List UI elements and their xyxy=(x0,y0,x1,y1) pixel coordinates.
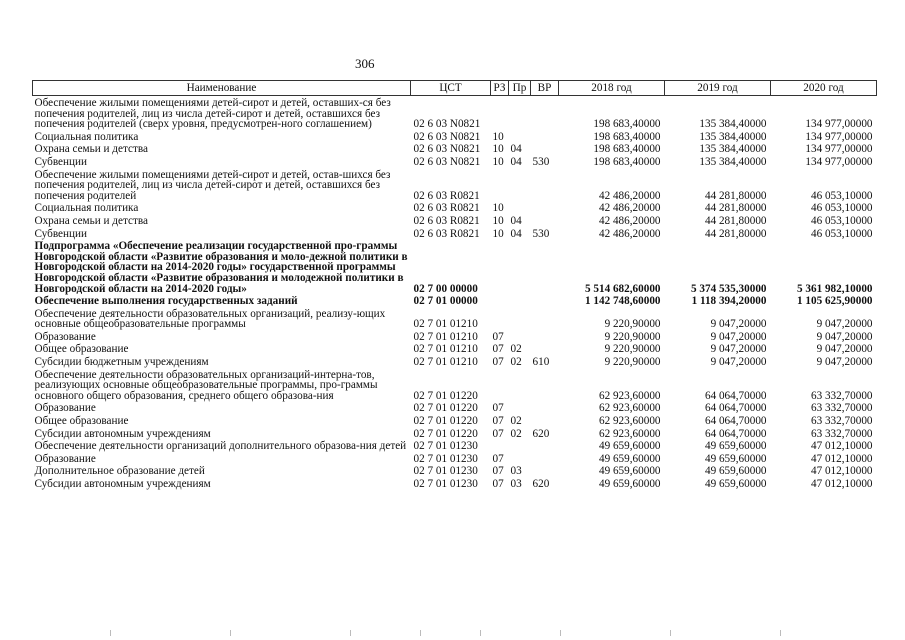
cell-2018: 9 220,90000 xyxy=(604,356,661,369)
cell-2019: 44 281,80000 xyxy=(704,202,767,215)
cell-name: Субсидии автономным учреждениям xyxy=(34,478,211,490)
cell-vr xyxy=(531,294,559,307)
cell-2019: 49 659,60000 xyxy=(704,478,767,490)
cell-2018: 49 659,60000 xyxy=(598,452,661,465)
cell-2019: 9 047,20000 xyxy=(710,330,767,343)
cell-2019: 49 659,60000 xyxy=(704,452,767,465)
cell-2019: 44 281,80000 xyxy=(704,227,767,240)
cell-2018: 9 220,90000 xyxy=(604,330,661,343)
cell-2020: 134 977,00000 xyxy=(805,155,873,168)
header-2019: 2019 год xyxy=(665,81,771,96)
cell-2019: 135 384,40000 xyxy=(699,155,767,168)
header-cst: ЦСТ xyxy=(411,81,491,96)
table-row xyxy=(33,464,877,477)
cell-name: Социальная политика xyxy=(34,130,139,143)
cell-2019: 44 281,80000 xyxy=(704,189,767,202)
cell-2020: 5 361 982,10000 xyxy=(796,282,873,295)
cell-2018: 49 659,60000 xyxy=(598,465,661,478)
cell-2018: 62 923,60000 xyxy=(598,402,661,415)
cell-2019: 49 659,60000 xyxy=(704,440,767,453)
cell-vr xyxy=(531,201,559,214)
table-row xyxy=(33,368,877,402)
table-body xyxy=(33,96,877,490)
cell-rz: 07 xyxy=(492,465,504,478)
cell-vr: 530 xyxy=(532,227,550,240)
header-vr: ВР xyxy=(531,81,559,96)
cell-vr: 620 xyxy=(532,478,550,490)
cell-vr: 620 xyxy=(532,427,550,440)
cell-name: Подпрограмма «Обеспечение реализации государственной про-граммы Новгородской области «Развитие образования и моло-дежной политики в Новгородской области на 2014-2020 годы» государственной программы Новгородской области «Развитие образования и молодежной политики в Новгородской области на 2014-2020 годы» xyxy=(34,240,408,295)
cell-name: Дополнительное образование детей xyxy=(34,465,205,478)
table-row xyxy=(33,477,877,490)
cell-2018: 9 220,90000 xyxy=(604,318,661,331)
cell-pr: 03 xyxy=(510,478,522,490)
cell-cst: 02 6 03 N0821 xyxy=(413,130,481,143)
cell-name: Общее образование xyxy=(34,343,129,356)
cell-2020: 1 105 625,90000 xyxy=(796,295,873,308)
cell-2019: 64 064,70000 xyxy=(704,427,767,440)
cell-cst: 02 7 01 01210 xyxy=(413,356,478,369)
cell-vr xyxy=(531,414,559,427)
cell-2020: 9 047,20000 xyxy=(816,343,873,356)
cell-2020: 46 053,10000 xyxy=(810,214,873,227)
cell-cst: 02 6 03 R0821 xyxy=(413,214,480,227)
cell-vr xyxy=(531,168,559,202)
cell-2020: 47 012,10000 xyxy=(810,440,873,453)
table-row xyxy=(33,330,877,343)
header-pr: Пр xyxy=(509,81,531,96)
cell-cst: 02 7 01 01210 xyxy=(413,318,478,331)
cell-rz: 10 xyxy=(492,155,504,168)
cell-pr xyxy=(509,401,531,414)
cell-rz: 10 xyxy=(492,227,504,240)
cell-pr xyxy=(509,239,531,294)
cell-cst: 02 6 03 N0821 xyxy=(413,155,481,168)
cell-name: Субсидии автономным учреждениям xyxy=(34,427,211,440)
cell-cst: 02 7 01 01230 xyxy=(413,478,478,490)
cell-rz xyxy=(491,307,509,330)
cell-2020: 134 977,00000 xyxy=(805,118,873,131)
table-row xyxy=(33,401,877,414)
table-row xyxy=(33,294,877,307)
table-row xyxy=(33,307,877,330)
cell-2020: 47 012,10000 xyxy=(810,452,873,465)
cell-2019: 1 118 394,20000 xyxy=(691,295,767,308)
cell-2020: 47 012,10000 xyxy=(810,465,873,478)
cell-pr xyxy=(509,201,531,214)
cell-2018: 198 683,40000 xyxy=(593,155,661,168)
cell-cst: 02 7 01 01230 xyxy=(413,465,478,478)
cell-vr: 530 xyxy=(532,155,550,168)
cell-pr xyxy=(509,294,531,307)
cell-cst: 02 7 01 01220 xyxy=(413,389,478,402)
cell-rz: 07 xyxy=(492,402,504,415)
cell-cst: 02 7 01 01230 xyxy=(413,452,478,465)
cell-2018: 1 142 748,60000 xyxy=(584,295,661,308)
cell-pr: 02 xyxy=(510,343,522,356)
cell-2019: 44 281,80000 xyxy=(704,214,767,227)
cell-rz: 10 xyxy=(492,143,504,156)
cell-cst: 02 7 00 00000 xyxy=(413,282,478,295)
cell-rz xyxy=(491,96,509,130)
cell-rz: 07 xyxy=(492,330,504,343)
cell-name: Субвенции xyxy=(34,227,87,240)
cell-2019: 9 047,20000 xyxy=(710,318,767,331)
cell-2020: 9 047,20000 xyxy=(816,318,873,331)
table-row xyxy=(33,355,877,368)
cell-2018: 9 220,90000 xyxy=(604,343,661,356)
cell-2020: 9 047,20000 xyxy=(816,330,873,343)
cell-2018: 198 683,40000 xyxy=(593,130,661,143)
table-row xyxy=(33,168,877,202)
cell-2020: 9 047,20000 xyxy=(816,356,873,369)
cell-2018: 42 486,20000 xyxy=(598,202,661,215)
table-row xyxy=(33,239,877,294)
cell-cst: 02 6 03 N0821 xyxy=(413,118,481,131)
cell-2018: 49 659,60000 xyxy=(598,440,661,453)
cell-vr xyxy=(531,214,559,227)
cell-pr xyxy=(509,130,531,143)
cell-rz: 10 xyxy=(492,214,504,227)
cell-cst: 02 7 01 01220 xyxy=(413,402,478,415)
cell-2020: 46 053,10000 xyxy=(810,189,873,202)
cell-vr xyxy=(531,401,559,414)
table-row xyxy=(33,414,877,427)
cell-2020: 134 977,00000 xyxy=(805,143,873,156)
cell-name: Субвенции xyxy=(34,155,87,168)
cell-pr xyxy=(509,168,531,202)
cell-rz: 07 xyxy=(492,415,504,428)
cell-2020: 47 012,10000 xyxy=(810,478,873,490)
cell-pr: 04 xyxy=(510,155,522,168)
cell-pr: 04 xyxy=(510,227,522,240)
cell-2019: 64 064,70000 xyxy=(704,415,767,428)
cell-name: Обеспечение деятельности образовательных организаций, реализу-ющих основные общеобразовательные программы xyxy=(34,307,386,331)
cell-2018: 198 683,40000 xyxy=(593,143,661,156)
cell-cst: 02 7 01 01210 xyxy=(413,330,478,343)
cell-2018: 42 486,20000 xyxy=(598,189,661,202)
cell-pr: 04 xyxy=(510,143,522,156)
cell-pr: 02 xyxy=(510,415,522,428)
cell-cst: 02 6 03 R0821 xyxy=(413,227,480,240)
cell-name: Субсидии бюджетным учреждениям xyxy=(34,356,209,369)
cell-name: Обеспечение выполнения государственных заданий xyxy=(34,295,298,308)
cell-2018: 42 486,20000 xyxy=(598,214,661,227)
cell-2019: 64 064,70000 xyxy=(704,389,767,402)
table-row xyxy=(33,142,877,155)
cell-name: Обеспечение деятельности организаций дополнительного образова-ния детей xyxy=(34,440,407,453)
cell-2018: 62 923,60000 xyxy=(598,389,661,402)
cell-pr xyxy=(509,307,531,330)
cell-2020: 63 332,70000 xyxy=(810,402,873,415)
cell-cst: 02 7 01 01210 xyxy=(413,343,478,356)
cell-2018: 62 923,60000 xyxy=(598,415,661,428)
header-name: Наименование xyxy=(33,81,411,96)
cell-cst: 02 6 03 R0821 xyxy=(413,189,480,202)
cell-rz: 10 xyxy=(492,202,504,215)
cell-pr xyxy=(509,330,531,343)
cell-vr xyxy=(531,130,559,143)
cell-pr: 03 xyxy=(510,465,522,478)
cell-rz xyxy=(491,294,509,307)
table-header-row xyxy=(33,81,877,96)
cell-2020: 63 332,70000 xyxy=(810,427,873,440)
table-row xyxy=(33,452,877,465)
cell-rz: 10 xyxy=(492,130,504,143)
cell-rz: 07 xyxy=(492,427,504,440)
header-2020: 2020 год xyxy=(771,81,877,96)
cell-2020: 46 053,10000 xyxy=(810,227,873,240)
cell-cst: 02 6 03 R0821 xyxy=(413,202,480,215)
cell-vr xyxy=(531,452,559,465)
table-row xyxy=(33,427,877,440)
cell-2019: 135 384,40000 xyxy=(699,130,767,143)
cell-vr xyxy=(531,96,559,130)
cell-name: Образование xyxy=(34,452,96,465)
table-row xyxy=(33,96,877,130)
cell-cst: 02 7 01 01220 xyxy=(413,427,478,440)
cell-name: Социальная политика xyxy=(34,202,139,215)
table-row xyxy=(33,130,877,143)
cell-2018: 49 659,60000 xyxy=(598,478,661,490)
cell-rz: 07 xyxy=(492,452,504,465)
cell-rz xyxy=(491,439,509,452)
cell-name: Образование xyxy=(34,330,96,343)
cell-name: Охрана семьи и детства xyxy=(34,214,148,227)
cell-rz: 07 xyxy=(492,356,504,369)
cell-vr xyxy=(531,307,559,330)
cell-2018: 42 486,20000 xyxy=(598,227,661,240)
cell-name: Образование xyxy=(34,402,96,415)
cell-2019: 5 374 535,30000 xyxy=(690,282,767,295)
table-row xyxy=(33,439,877,452)
cell-vr xyxy=(531,368,559,402)
header-rz: РЗ xyxy=(491,81,509,96)
cell-2019: 135 384,40000 xyxy=(699,118,767,131)
cell-2018: 198 683,40000 xyxy=(593,118,661,131)
cell-rz xyxy=(491,168,509,202)
cell-pr xyxy=(509,96,531,130)
cell-name: Обеспечение деятельности образовательных организаций-интерна-тов, реализующих основные общеобразовательные программы, про-граммы основного общего образования, среднего общего образова-ния xyxy=(34,368,378,402)
cell-2019: 9 047,20000 xyxy=(710,356,767,369)
cell-vr xyxy=(531,142,559,155)
cell-cst: 02 7 01 01230 xyxy=(413,440,478,453)
cell-pr xyxy=(509,452,531,465)
page-number: 306 xyxy=(355,56,375,71)
header-2018: 2018 год xyxy=(559,81,665,96)
cell-cst: 02 7 01 00000 xyxy=(413,295,478,308)
table-row xyxy=(33,214,877,227)
cell-name: Обеспечение жилыми помещениями детей-сирот и детей, остав-шихся без попечения родителей, лиц из числа детей-сирот и детей, оставшихся без попечения родителей xyxy=(34,168,391,202)
cell-pr: 04 xyxy=(510,214,522,227)
cell-2020: 63 332,70000 xyxy=(810,415,873,428)
cell-2020: 63 332,70000 xyxy=(810,389,873,402)
cell-rz: 07 xyxy=(492,478,504,490)
cell-rz: 07 xyxy=(492,343,504,356)
cell-vr xyxy=(531,239,559,294)
cell-pr xyxy=(509,439,531,452)
cell-2020: 134 977,00000 xyxy=(805,130,873,143)
cell-cst: 02 7 01 01220 xyxy=(413,415,478,428)
budget-table xyxy=(32,80,877,490)
table-row xyxy=(33,342,877,355)
cell-rz xyxy=(491,239,509,294)
cell-pr: 02 xyxy=(510,356,522,369)
cell-pr xyxy=(509,368,531,402)
cell-2019: 135 384,40000 xyxy=(699,143,767,156)
cell-rz xyxy=(491,368,509,402)
cell-2018: 62 923,60000 xyxy=(598,427,661,440)
table-row xyxy=(33,155,877,168)
cell-2019: 49 659,60000 xyxy=(704,465,767,478)
cell-2019: 9 047,20000 xyxy=(710,343,767,356)
cell-name: Общее образование xyxy=(34,415,129,428)
cell-cst: 02 6 03 N0821 xyxy=(413,143,481,156)
scan-edge-marks xyxy=(0,630,905,636)
cell-name: Обеспечение жилыми помещениями детей-сирот и детей, оставших-ся без попечения родителей, лиц из числа детей-сирот и детей, оставшихся без попечения родителей (сверх уровня, предусмотрен-ного соглашением) xyxy=(34,97,391,131)
cell-2020: 46 053,10000 xyxy=(810,202,873,215)
cell-vr xyxy=(531,464,559,477)
cell-vr: 610 xyxy=(532,356,550,369)
cell-name: Охрана семьи и детства xyxy=(34,143,148,156)
cell-2019: 64 064,70000 xyxy=(704,402,767,415)
cell-pr: 02 xyxy=(510,427,522,440)
cell-2018: 5 514 682,60000 xyxy=(584,282,661,295)
table-row xyxy=(33,227,877,240)
cell-vr xyxy=(531,439,559,452)
table-row xyxy=(33,201,877,214)
cell-vr xyxy=(531,342,559,355)
cell-vr xyxy=(531,330,559,343)
